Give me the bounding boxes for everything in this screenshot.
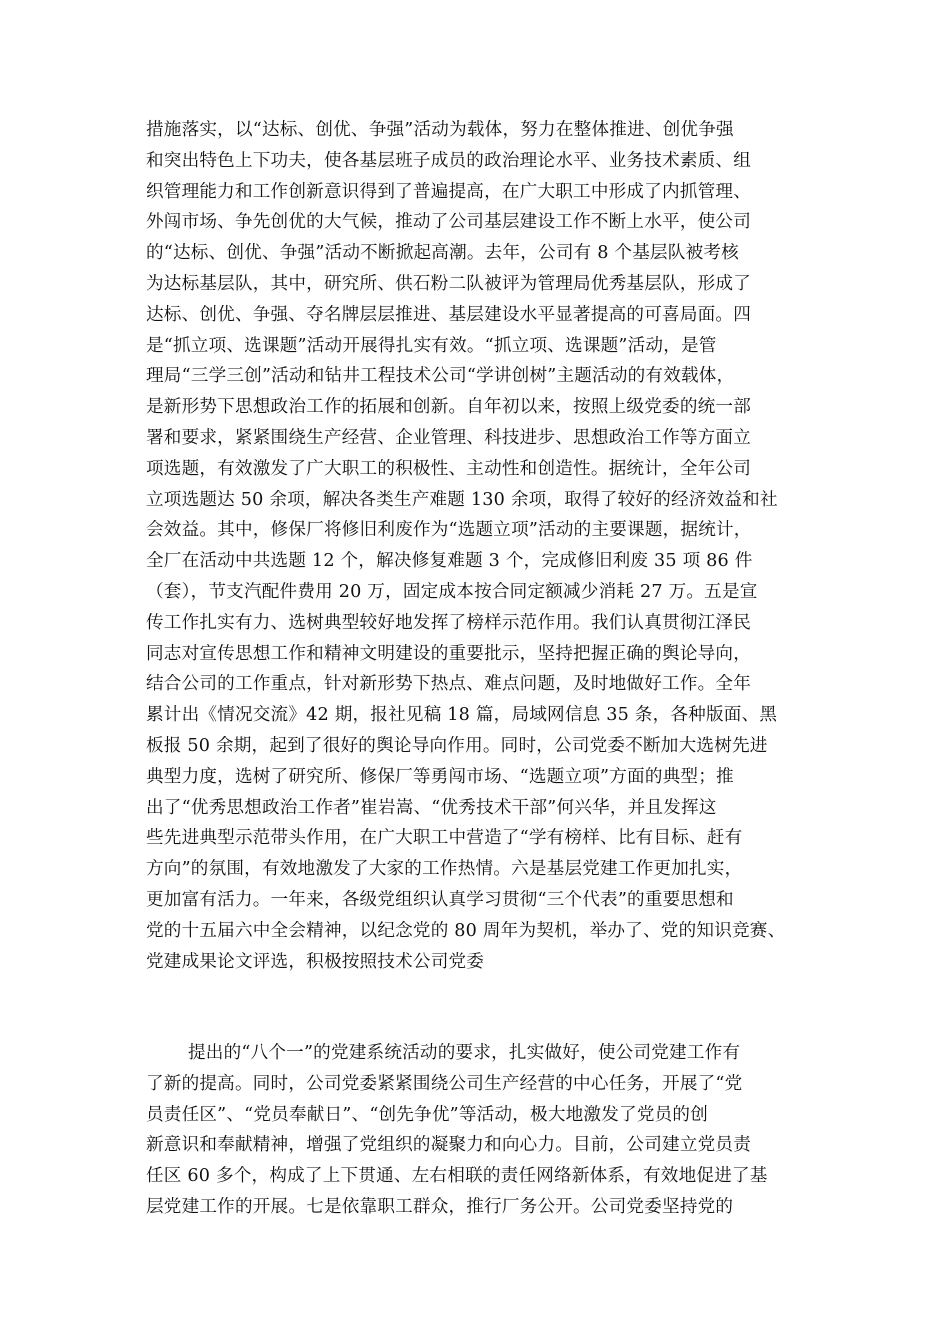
text-line: 和突出特色上下功夫，使各基层班子成员的政治理论水平、业务技术素质、组	[146, 150, 751, 171]
text-line: 出了“优秀思想政治工作者”崔岩嵩、“优秀技术干部”何兴华，并且发挥这	[146, 797, 717, 818]
text-line: 是新形势下思想政治工作的拓展和创新。自年初以来，按照上级党委的统一部	[146, 397, 751, 418]
text-line: 是“抓立项、选课题”活动开展得扎实有效。“抓立项、选课题”活动，是管	[146, 335, 717, 356]
text-line: 立项选题达 50 余项，解决各类生产难题 130 余项，取得了较好的经济效益和社	[146, 489, 778, 510]
text-line: 措施落实，以“达标、创优、争强”活动为载体，努力在整体推进、创优争强	[146, 120, 734, 140]
text-line: 理局“三学三创”活动和钻井工程技术公司“学讲创树”主题活动的有效载体，	[146, 366, 735, 387]
text-line: （套），节支汽配件费用 20 万，固定成本按合同定额减少消耗 27 万。五是宣	[146, 581, 758, 602]
text-line: 织管理能力和工作创新意识得到了普遍提高，在广大职工中形成了内抓管理、	[146, 181, 751, 202]
text-line: 达标、创优、争强、夺名牌层层推进、基层建设水平显著提高的可喜局面。四	[146, 304, 751, 325]
text-line: 全厂在活动中共选题 12 个，解决修复难题 3 个，完成修旧利废 35 项 86 件	[146, 551, 753, 572]
paragraph-continued	[146, 115, 826, 977]
text-line: 外闯市场、争先创优的大气候，推动了公司基层建设工作不断上水平，使公司	[146, 212, 751, 233]
text-line: 层党建工作的开展。七是依靠职工群众，推行厂务公开。公司党委坚持党的	[146, 1196, 734, 1217]
text-line: 更加富有活力。一年来，各级党组织认真学习贯彻“三个代表”的重要思想和	[146, 889, 734, 910]
text-line: 项选题，有效激发了广大职工的积极性、主动性和创造性。据统计，全年公司	[146, 458, 751, 479]
text-line: 会效益。其中，修保厂将修旧利废作为“选题立项”活动的主要课题，据统计，	[146, 520, 752, 541]
text-line: 提出的“八个一”的党建系统活动的要求，扎实做好，使公司党建工作有	[188, 1043, 741, 1063]
text-line: 些先进典型示范带头作用，在广大职工中营造了“学有榜样、比有目标、赶有	[146, 828, 743, 849]
text-line: 结合公司的工作重点，针对新形势下热点、难点问题，及时地做好工作。全年	[146, 674, 751, 695]
text-line: 任区 60 多个，构成了上下贯通、左右相联的责任网络新体系，有效地促进了基	[146, 1166, 768, 1187]
text-line: 署和要求，紧紧围绕生产经营、企业管理、科技进步、思想政治工作等方面立	[146, 427, 751, 448]
text-line: 传工作扎实有力、选树典型较好地发挥了榜样示范作用。我们认真贯彻江泽民	[146, 612, 751, 633]
paragraph-new	[146, 1038, 826, 1223]
text-line: 了新的提高。同时，公司党委紧紧围绕公司生产经营的中心任务，开展了“党	[146, 1073, 743, 1094]
text-line: 新意识和奉献精神，增强了党组织的凝聚力和向心力。目前，公司建立党员责	[146, 1135, 751, 1156]
text-line: 为达标基层队，其中，研究所、供石粉二队被评为管理局优秀基层队，形成了	[146, 273, 751, 294]
text-line: 板报 50 余期，起到了很好的舆论导向作用。同时，公司党委不断加大选树先进	[146, 735, 768, 756]
text-line: 典型力度，选树了研究所、修保厂等勇闯市场、“选题立项”方面的典型；推	[146, 766, 734, 787]
text-line: 累计出《情况交流》42 期，报社见稿 18 篇，局域网信息 35 条，各种版面、黑	[146, 705, 778, 726]
text-line: 党的十五届六中全会精神，以纪念党的 80 周年为契机，举办了、党的知识竞赛、	[146, 920, 786, 941]
text-line: 的“达标、创优、争强”活动不断掀起高潮。去年，公司有 8 个基层队被考核	[146, 243, 739, 264]
text-line: 方向”的氛围，有效地激发了大家的工作热情。六是基层党建工作更加扎实，	[146, 859, 743, 880]
text-line: 党建成果论文评选，积极按照技术公司党委	[146, 951, 485, 972]
text-line: 员责任区”、“党员奉献日”、“创先争优”等活动，极大地激发了党员的创	[146, 1104, 708, 1125]
text-line: 同志对宣传思想工作和精神文明建设的重要批示，坚持把握正确的舆论导向，	[146, 643, 751, 664]
